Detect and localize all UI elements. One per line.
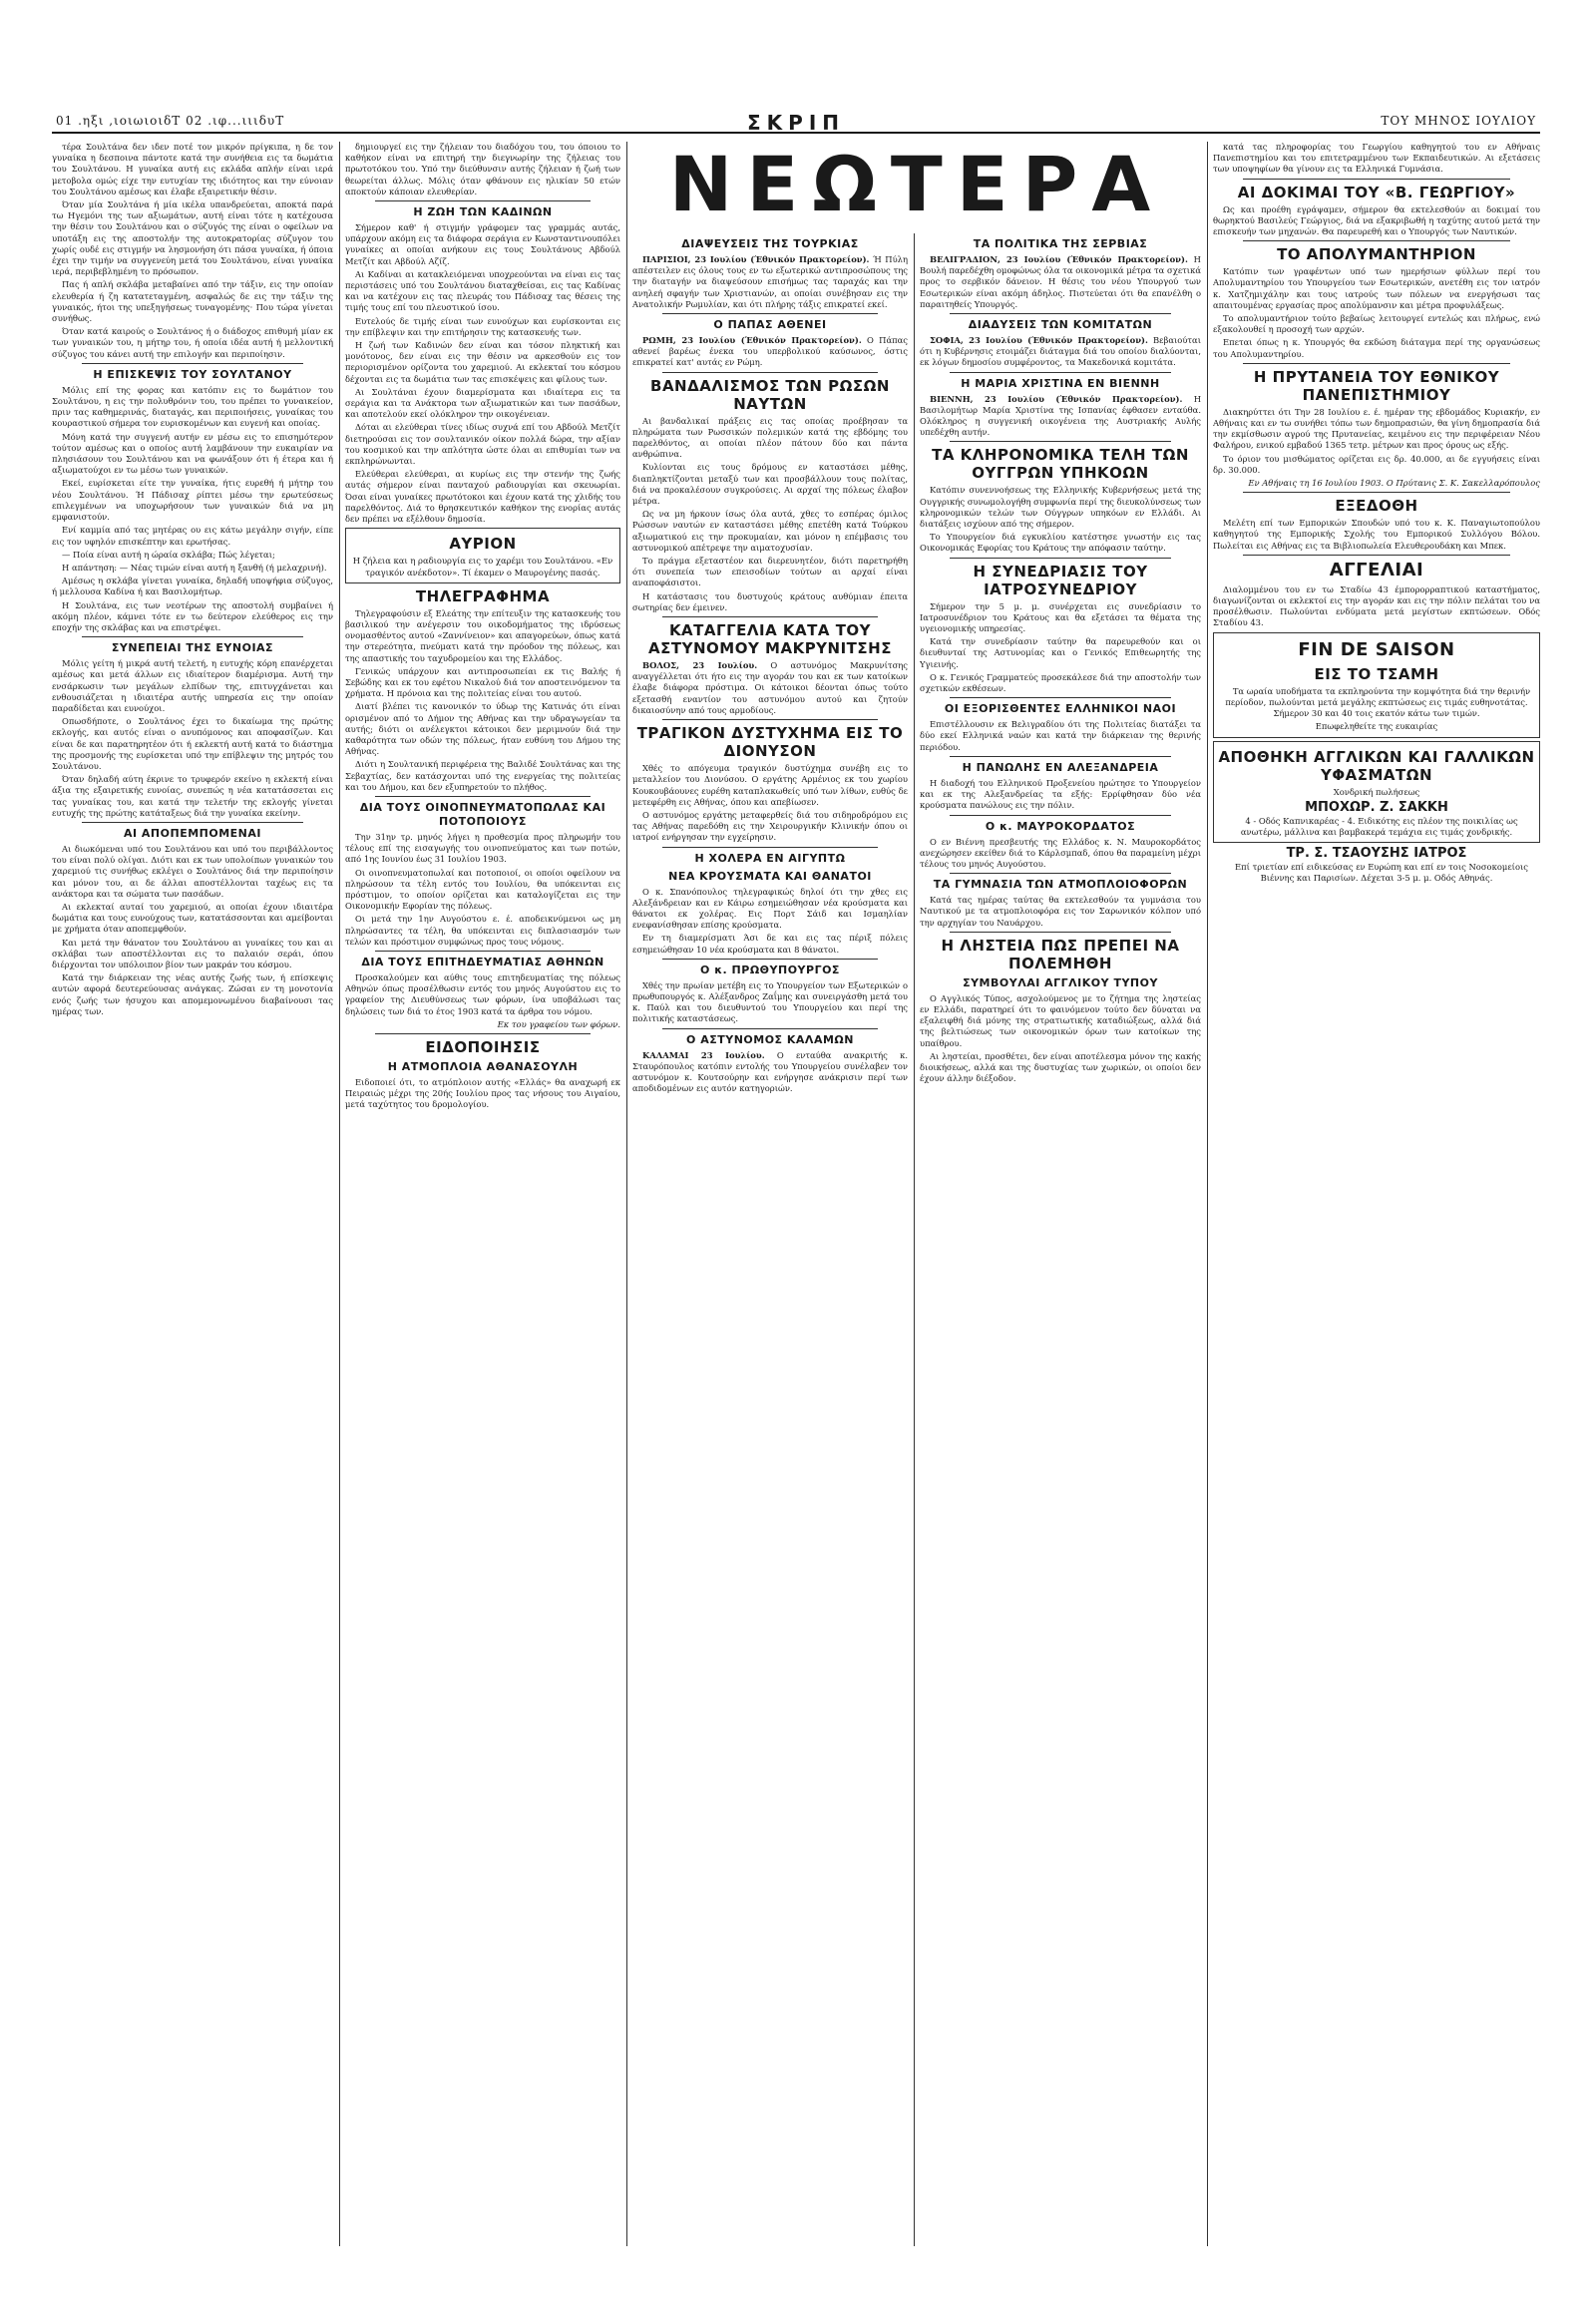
paragraph: Κατόπιν συνεννοήσεως της Ελληνικής Κυβερνήσεως μετά της Ουγγρικής συνωμολογήθη συμφωνία περί της διευκολύνσεως των κληρονομικών τελών των Ούγγρων υπηκόων εν Ελλάδι. Αι διατάξεις ισχύουν από της σήμερον. xyxy=(920,485,1201,530)
dateline: ΡΩΜΗ, 23 Ιουλίου (Έθνικόν Πρακτορείον). xyxy=(642,335,862,346)
column-2 xyxy=(345,142,620,2246)
paragraph: Ο αστυνόμος Μακρυνίτσης αναγγέλλεται ότι ήτο εις την αγοράν του και εκ των κατοίκων έλαβε διάφορα πρόστιμα. Οι κάτοικοι δέονται όπως τούτο εξετασθή εναντίον του αστυνόμου αυτού και ζητούν δικαιοσύνην από τους αρμοδίους. xyxy=(632,660,908,715)
divider xyxy=(1243,179,1510,180)
signature: Εν Αθήναις τη 16 Ιουλίου 1903. Ο Πρύτανις Σ. Κ. Σακελλαρόπουλος xyxy=(1248,478,1540,489)
paragraph: Οι οινοπνευματοπωλαί και ποτοποιοί, οι οποίοι οφείλουν να πληρώσουν τα τέλη εντός του Ιουλίου, θα υπόκεινται εις πρόστιμον, το οποίον ορίζεται και καταλογίζεται εις την Οικονομικήν Εφορίαν της πόλεως. xyxy=(345,867,620,912)
divider xyxy=(375,200,591,201)
headline: Η ΠΡΥΤΑΝΕΙΑ ΤΟΥ ΕΘΝΙΚΟΥ ΠΑΝΕΠΙΣΤΗΜΙΟΥ xyxy=(1253,367,1500,404)
divider xyxy=(950,697,1171,698)
paragraph: — Ποία είναι αυτή η ώραία σκλάβα; Πώς λέγεται; xyxy=(62,549,275,560)
paragraph: Η διαδοχή του Ελληνικού Προξενείου ηρώτησε το Υπουργείον και εκ της Αλεξανδρείας τα εξής: Ερρίφθησαν δύο νέα κρούσματα πανώλους εις την πόλιν. xyxy=(920,777,1201,811)
headline: Η ΜΑΡΙΑ ΧΡΙΣΤΙΝΑ ΕΝ ΒΙΕΝΝΗ xyxy=(961,376,1160,390)
paragraph: κατά τας πληροφορίας του Γεωργίου καθηγητού του εν Αθήναις Πανεπιστημίου και του επιτετραμμένου των Εκπαιδευτικών. Αι εξετάσεις των υποψηφίων θα γίνουν εις τα Ελληνικά Γυμνάσια. xyxy=(1213,142,1540,175)
headline: ΔΙΑΔΥΣΕΙΣ ΤΩΝ ΚΟΜΙΤΑΤΩΝ xyxy=(968,318,1153,332)
divider xyxy=(1243,492,1510,493)
paragraph: Ενί καμμία από τας μητέρας ου εις κάτω μεγάλην σιγήν, είπε εις τον υφηλόν επισκέπτην και ερωτήσας. xyxy=(52,525,333,547)
dateline: ΒΙΕΝΝΗ, 23 Ιουλίου (Έθνικόν Πρακτορείον). xyxy=(930,393,1183,404)
paragraph: Ελεύθεραι ελεύθεραι, αι κυρίως εις την στενήν της ζωής αυτάς σήμερον είναι πανταχού ραδιουργίαι και σκευωρίαι. Όσαι είναι γυναίκες πρωτότοκοι και έχουν κατά της χλιδής του παρελθόντος. Διά το θρησκευτικόν καθήκον της ενορίας αυτάς δεν πρέπει να εξέλθουν δημοσία. xyxy=(345,469,620,525)
paragraph: δημιουργεί εις την ζήλειαν του διαδόχου του, του όποιου το καθήκον είναι να επιτηρή την διεγνωρίην της ζήλειας του πρωτοτόκου του. Υπό την διεύθυνσιν αυτής ζήλειαν ή ζωή των θεωρείται άλλως. Μόλις όταν φθάνουν εις ηλικίαν 50 ετών αποκτούν κάποιαν ελευθερίαν. xyxy=(345,142,620,196)
headline: Η ΖΩΗ ΤΩΝ ΚΑΔΙΝΩΝ xyxy=(413,205,553,219)
headline: Η ΑΤΜΟΠΛΟΙΑ ΑΘΑΝΑΣΟΥΛΗ xyxy=(387,1060,579,1073)
headline: Η ΛΗΣΤΕΙΑ ΠΩΣ ΠΡΕΠΕΙ ΝΑ ΠΟΛΕΜΗΘΗ xyxy=(941,936,1180,972)
headline: Η ΣΥΝΕΔΡΙΑΣΙΣ ΤΟΥ ΙΑΤΡΟΣΥΝΕΔΡΙΟΥ xyxy=(973,562,1148,598)
paragraph: Διαλομμένου του εν τω Σταδίω 43 έμπορορραπτικού καταστήματος, διαγωνίζονται οι εκλεκτοί εις την αγοράν και εις την πόλιν πελάται του να προσέλθωσιν. Πωλούνται ενδύματα μετά μεγίστων εκπτώσεων. Οδός Σταδίου 43. xyxy=(1213,583,1540,628)
advert-fin-de-saison xyxy=(1213,632,1540,738)
paragraph: Κυλίονται εις τους δρόμους εν καταστάσει μέθης, διαπληκτίζονται μεταξύ των και προσβάλλουν τους πολίτας, διά να προκαλέσουν συγκρούσεις. Αι αρχαί της πόλεως έλαβον μέτρα. xyxy=(632,462,908,507)
paragraph: Σήμερον καθ' ή στιγμήν γράφομεν τας γραμμάς αυτάς, υπάρχουν ακόμη εις τα διάφορα σεράγια εν Κωνσταντινουπόλει γυναίκες αι οποίαι ανήκουν εις τους Σουλτάνους Αβδούλ Μετζίτ και Αβδούλ Αζίζ. xyxy=(345,222,620,266)
paragraph: Τα ωραία υποδήματα τα εκπληρούντα την κομψότητα διά την θερινήν περίοδον, πωλούνται μετά μεγάλης εκπτώσεως εις τιμάς ευθηνοτάτας. Σήμερον 30 και 40 τοις εκατόν κάτω των τιμών. xyxy=(1225,685,1531,719)
paragraph: Η Βασιλομήτωρ Μαρία Χριστίνα της Ισπανίας έφθασεν ενταύθα. Ολόκληρος η συγγενική οικογένεια της Αυστριακής Αυλής υπεδέχθη αυτήν. xyxy=(920,393,1201,438)
divider xyxy=(662,313,878,314)
advert-doctor xyxy=(1213,846,1540,884)
headline: Η ΕΠΙΣΚΕΨΙΣ ΤΟΥ ΣΟΥΛΤΑΝΟΥ xyxy=(93,367,292,381)
masthead xyxy=(52,112,1540,134)
divider xyxy=(950,815,1171,816)
paragraph: Αι Σουλτάναι έχουν διαμερίσματα και ιδιαίτερα εις τα σεράγια και τα Ανάκτορα των αξιωματικών και των πασάδων, και αποτελούν εκεί ολόκληρον την οικογένειαν. xyxy=(345,386,620,420)
paragraph: Μόλις γείτη ή μικρά αυτή τελετή, η ευτυχής κόρη επανέρχεται αμέσως και μετά άλλων εις ιδιαίτερον διαμέρισμα. Αυτή την ενσάρκωσιν των μεγάλων ελπίδων της, επιτυγχάνεται και ενθουσιάζεται η ιδιαιτέρα αυτής υπηρεσία εις την οποίαν παραδίδεται και ευνούχοι. xyxy=(52,658,333,713)
column-1 xyxy=(52,142,333,2246)
paragraph: Το πράγμα εξεταστέον και διερευνητέον, διότι παρετηρήθη ότι συνεπεία των επεισοδίων τούτων αι αρχαί είναι αναποφάσιστοι. xyxy=(632,556,908,588)
headline: ΣΥΝΕΠΕΙΑΙ ΤΗΣ ΕΥΝΟΙΑΣ xyxy=(111,641,274,655)
paragraph: Την 31ην τρ. μηνός λήγει η προθεσμία προς πληρωμήν του τέλους επί της εισαγωγής του οινοπνεύματος και των ποτών, από 1ης Ιουνίου έως 31 Ιουλίου 1903. xyxy=(345,831,620,865)
paragraph: 4 - Οδός Καπνικαρέας - 4. Ειδικότης εις πλέον της ποικιλίας ως ανωτέρω, μάλλινα και βαμβακερά τεμάχια εις τιμάς χονδρικής. xyxy=(1240,815,1518,837)
divider xyxy=(950,372,1171,373)
masthead-date-left: 01 .ηξι ,ιοιωιοιδΤ 02 .ιφ...ιιιδυΤ xyxy=(56,114,285,128)
divider xyxy=(662,847,878,848)
paragraph: Ο Πάπας αθενεί βαρέως ένεκα του υπερβολικού καύσωνος, όστις επικρατεί κατ' αυτάς εν Ρώμη. xyxy=(632,335,908,368)
paragraph: Γενικώς υπάρχουν και αντιπροσωπείαι εκ τις Βαλής ή Σεβώδης και εκ του εφέτου Νικαλού διά τον αποστεινόμενον τα χρήματα. Η πρόνοια και της πολιτείας είναι του αυτού. xyxy=(345,665,620,699)
column-rule xyxy=(626,142,627,2246)
headline: Η ΧΟΛΕΡΑ ΕΝ ΑΙΓΥΠΤΩ xyxy=(694,851,846,865)
headline: Ο κ. ΠΡΩΘΥΠΟΥΡΓΟΣ xyxy=(700,963,840,976)
headline: ΑΓΓΕΛΙΑΙ xyxy=(1329,559,1424,580)
column-5 xyxy=(1213,142,1540,2246)
masthead-date-right: ΤΟΥ ΜΗΝΟΣ ΙΟΥΛΙΟΥ xyxy=(1381,114,1536,128)
paragraph: Αι ληστείαι, προσθέτει, δεν είναι αποτέλεσμα μόνον της κακής διοικήσεως, αλλά και της δυστυχίας των χωρικών, οι οποίοι δεν έχουν άλλην διέξοδον. xyxy=(920,1050,1201,1084)
divider xyxy=(662,719,878,720)
divider xyxy=(375,1033,591,1034)
paragraph: Μελέτη επί των Εμπορικών Σπουδών υπό του κ. Κ. Παναγιωτοπούλου καθηγητού της Εμπορικής Σχολής του Εμπορικού Συλλόγου Βόλου. Πωλείται εις Αθήνας εις τα Βιβλιοπωλεία Ελευθερουδάκη και Μπεκ. xyxy=(1213,518,1540,551)
column-rule xyxy=(339,142,340,2246)
headline: ΤΗΛΕΓΡΑΦΗΜΑ xyxy=(415,586,551,605)
paragraph: Ο αστυνόμος εργάτης μεταφερθείς διά του σιδηροδρόμου εις τας Αθήνας παρεδόθη εις την Χειρουργικήν Κλινικήν όπου οι ιατροί ενήργησαν την εγχείρησιν. xyxy=(632,809,908,843)
paragraph: Αι βανδαλικαί πράξεις εις τας οποίας προέβησαν τα πληρώματα των Ρωσσικών πολεμικών κατά της εβδόμης του παρελθόντος, αι οποίαι πλέον πάτουν δύο και πάντα ανθρώπινα. xyxy=(632,415,908,460)
headline: ΔΙΑΨΕΥΣΕΙΣ ΤΗΣ ΤΟΥΡΚΙΑΣ xyxy=(681,237,859,250)
paragraph: Η ζήλεια και η ραδιουργία εις το χαρέμι του Σουλτάνου. «Εν τραγικόν ανέκδοτον». Τί έκαμεν ο Μαυρογένης πασάς. xyxy=(352,556,613,578)
paragraph: Διότι η Σουλτανική περιφέρεια της Βαλιδέ Σουλτάνας και της Σεβαχτίας, δεν κατάσχονται υπό της ενεργείας της πολιτείας και του Δήμου, και δεν εξυπηρετούν το πλήθος. xyxy=(345,759,620,792)
masthead-title: ΣΚΡΙΠ xyxy=(747,111,845,135)
paragraph: Οι μετά την 1ην Αυγούστου ε. έ. αποδεικνύμενοι ως μη πληρώσαντες τα τέλη, θα υπόκεινται εις διπλασιασμόν των τελών και πρόστιμον συμφώνως προς τους νόμους. xyxy=(345,914,620,947)
paragraph: Το απολυμαντήριον τούτο βεβαίως λειτουργεί εντελώς και πλήρως, ενώ εξακολουθεί η προσοχή των αρχών. xyxy=(1213,313,1540,335)
paragraph: Οπωσδήποτε, ο Σουλτάνος έχει το δικαίωμα της πρώτης εκλογής, και αυτός είναι ο ανυπόμονος και αποφασίζων. Και είναι δε και παρατηρητέον ότι ή εκλεκτή αυτή κατά το διάστημα της προσμονής της ευρίσκεται υπό την επίβλεψιν της μητρός του Σουλτάνου. xyxy=(52,716,333,771)
paragraph: Ο κ. Σπανόπουλος τηλεγραφικώς δηλοί ότι την χθες εις Αλεξάνδρειαν και εν Κάιρω εσημειώθησαν νέα κρούσματα και θάνατοι εκ χολέρας. Εις Πορτ Σάιδ και Ισμαηλίαν ενεφανίσθησαν επίσης κρούσματα. xyxy=(632,886,908,931)
headline: ΕΙΣ ΤΟ ΤΣΑΜΗ xyxy=(1314,664,1439,683)
divider xyxy=(375,796,591,797)
divider xyxy=(950,558,1171,559)
headline: ΝΕΑ ΚΡΟΥΣΜΑΤΑ ΚΑΙ ΘΑΝΑΤΟΙ xyxy=(668,869,872,883)
headline: ΤΑ ΚΛΗΡΟΝΟΜΙΚΑ ΤΕΛΗ ΤΩΝ ΟΥΓΓΡΩΝ ΥΠΗΚΟΩΝ xyxy=(932,446,1189,483)
paragraph: Όταν δηλαδή αύτη έκρινε το τρυφερόν εκείνο η εκλεκτή είναι άξια της εξαιρετικής ευνοίας, συνεπώς η νέα κατατάσσεται εις τας γυναίκας του, και κατά την τελετήν της εκλογής γίνεται ευτυχής της πρώτης κατάταξεως διά την γυναίκα εκείνην. xyxy=(52,774,333,818)
paragraph: Η ζωή των Καδινών δεν είναι και τόσον πληκτική και μονότονος, δεν είναι εις την θέσιν να αρκεσθούν εις τον περιορισμένον ορίζοντα του χαρεμιού. Αι εκλεκταί του κόσμου δέχονται εις τα δωμάτια των τας επισκέψεις και φίλους των. xyxy=(345,340,620,384)
advert-name: ΜΠΟΧΩΡ. Ζ. ΣΑΚΚΗ xyxy=(1305,799,1448,815)
paragraph: Επωφεληθείτε της ευκαιρίας xyxy=(1315,721,1438,732)
paragraph: Η απάντηση: — Νέας τιμών είναι αυτή η ξανθή (ή μελαχρινή). xyxy=(62,562,327,573)
headline: ΤΟ ΑΠΟΛΥΜΑΝΤΗΡΙΟΝ xyxy=(1277,245,1476,264)
headline: Ο ΠΑΠΑΣ ΑΘΕΝΕΙ xyxy=(713,318,827,332)
headline: ΔΙΑ ΤΟΥΣ ΕΠΙΤΗΔΕΥΜΑΤΙΑΣ ΑΘΗΝΩΝ xyxy=(361,955,604,968)
divider xyxy=(82,636,303,637)
headline: ΒΑΝΔΑΛΙΣΜΟΣ ΤΩΝ ΡΩΣΩΝ ΝΑΥΤΩΝ xyxy=(650,376,890,413)
signature: Εκ του γραφείου των φόρων. xyxy=(497,1018,620,1029)
divider xyxy=(1243,555,1510,556)
advert-fabric-store xyxy=(1213,741,1540,844)
paragraph: Ο ενταύθα ανακριτής κ. Σταυρόπουλος κατόπιν εντολής του Υπουργείου συνέλαβεν τον αστυνόμον κ. Κουτσούρην και ενήργησε ανάκρισιν περί των αποδιδομένων εις αυτόν κατηγοριών. xyxy=(632,1049,908,1094)
headline: Ο κ. ΜΑΥΡΟΚΟΡΔΑΤΟΣ xyxy=(985,819,1136,833)
dateline: ΒΕΛΙΓΡΑΔΙΟΝ, 23 Ιουλίου (Έθνικόν Πρακτορείον). xyxy=(930,254,1188,264)
divider xyxy=(662,1028,878,1029)
divider xyxy=(950,756,1171,757)
headline: ΤΑ ΓΥΜΝΑΣΙΑ ΤΩΝ ΑΤΜΟΠΛΟΙΟΦΟΡΩΝ xyxy=(933,878,1188,892)
paragraph: Διακηρύττει ότι Την 28 Ιουλίου ε. έ. ημέραν της εβδομάδος Κυριακήν, εν Αθήναις και εν τω συνήθει τόπω των δημοπρασιών, θα γίνη δημοπρασία διά την εκμίσθωσιν αγρού της Πρυτανείας, κειμένου εις την περιφέρειαν Νέου Φαλήρου, ενικού εμβαδού 1365 τετρ. μέτρων και προς όρους ως εξής. xyxy=(1213,406,1540,451)
divider xyxy=(662,959,878,960)
advert-name: ΤΡ. Σ. ΤΣΑΟΥΣΗΣ ΙΑΤΡΟΣ xyxy=(1286,846,1467,862)
paragraph: Ευτελούς δε τιμής είναι των ευνούχων και ευρίσκονται εις την επίβλεψιν και την επιτήρησιν της κατασκευής των. xyxy=(345,315,620,337)
dateline: ΚΑΛΑΜΑΙ 23 Ιουλίου. xyxy=(642,1049,765,1060)
headline: ΤΡΑΓΙΚΟΝ ΔΥΣΤΥΧΗΜΑ ΕΙΣ ΤΟ ΔΙΟΝΥΣΟΝ xyxy=(636,724,904,761)
paragraph: Όταν κατά καιρούς ο Σουλτάνος ή ο διάδοχος επιθυμή μίαν εκ των γυναικών του, η μήτηρ του, ή οποία ιδέα αυτή ή μελλοντική σύζυγος του κάνει αυτή την επιλογήν και περιποίησιν. xyxy=(52,326,333,359)
paragraph: Διατί βλέπει τις κανονικόν το ύδωρ της Κατινάς ότι είναι ορισμένον από το Δήμον της Αθήνας και την υδραγωγείαν τα αυτής; διότι οι ανέλεγκτοι κάτοικοι δεν μεριμνούν διά την καθαρότητα των οδών της πόλεως, ήταν ευθύνη του Δήμου της Αθήνας. xyxy=(345,701,620,757)
divider xyxy=(82,363,303,364)
paragraph: Μόνη κατά την συγγενή αυτήν εν μέσω εις το επισημότερον τούτον αμέσως και ο οποίος αυτή λαμβάνουν την ευκαιρίαν να πλησιάσουν του Σουλτάνου και να φωνάξουν ότι ή έτερα και ή αξιωματούχοι εν τω μέσω των γυναικών. xyxy=(52,431,333,476)
paragraph: Εν τη διαμερίσματι Άσι δε και εις τας πέριξ πόλεις εσημειώθησαν 10 νέα κρούσματα και 8 θάνατοι. xyxy=(632,933,908,955)
headline: FIN DE SAISON xyxy=(1298,638,1455,660)
paragraph: Όταν μία Σουλτάνα ή μία ικέλα υπανδρεύεται, αποκτά παρά τω Ηγεμόνι της των αξιωμάτων, αυτή είναι τότε η κατέχουσα την θέσιν του Σουλτάνου και ο σύζυγός της είναι ο οφείλων να υποτάξη εις της αποστολήν της αυτοκρατορίας σύζυγον του χωρίς ουδέ εις στιγμήν να λησμονήση ότι πάσα γυναίκα, ή όποια έχει την τιμήν να συγγενεύη μετά του Σουλτάνου, είναι γυναίκα ιερά, περιβεβλημένη το πρόσωπον. xyxy=(52,199,333,277)
divider xyxy=(1243,240,1510,241)
paragraph: Αμέσως η σκλάβα γίνεται γυναίκα, δηλαδή υποψήφια σύζυγος, ή μελλουσα Καδίνα ή και Βασιλομήτωρ. xyxy=(52,576,333,597)
paragraph: Ο εν Βιέννη πρεσβευτής της Ελλάδος κ. Ν. Μαυροκορδάτος ανεχώρησεν εκείθεν διά το Κάρλσμπαδ, όπου θα παραμείνη μέχρι τέλους του μηνός Αυγούστου. xyxy=(920,836,1201,869)
column-rule xyxy=(914,233,915,2246)
paragraph: Ως να μη ήρκουν ίσως όλα αυτά, χθες το εσπέρας όμιλος Ρώσσων ναυτών εν καταστάσει μέθης επετέθη κατά Τούρκου αξιωματικού εις την προκυμαίαν, και μόνον η επέμβασις του αστυνομικού απέτρεψε την αιματοχυσίαν. xyxy=(632,509,908,553)
divider xyxy=(950,932,1171,933)
headline: ΑΥΡΙΟΝ xyxy=(449,535,517,554)
newspaper-page xyxy=(52,112,1540,2256)
tomorrow-box xyxy=(345,528,620,582)
paragraph: Εκεί, ευρίσκεται είτε την γυναίκα, ήτις ευρεθή ή μήτηρ του νέου Σουλτάνου. Ή Πάδισαχ ρίπτει μέσω την ερωτεύσεως επιλεγμένων να υποχωρήσουν των γυναικών διά να μη εμφανιστούν. xyxy=(52,478,333,523)
divider xyxy=(82,822,303,823)
paragraph: Προσκαλούμεν και αύθις τους επιτηδευματίας της πόλεως Αθηνών όπως προσέλθωσιν εντός του μηνός Αυγούστου εις το γραφείον της Διευθύνσεως των φόρων, ίνα υποβάλωσι τας δηλώσεις των διά το έτος 1903 κατά τα άρθρα του νόμου. xyxy=(345,971,620,1016)
paragraph: Ειδοποιεί ότι, το ατμόπλοιον αυτής «Ελλάς» θα αναχωρή εκ Πειραιώς μέχρι της 20ής Ιουλίου προς τας νήσους του Αιγαίου, μετά ταχύτητος του δρομολογίου. xyxy=(345,1077,620,1110)
column-4 xyxy=(920,233,1201,2246)
paragraph: Χθές την πρωίαν μετέβη εις το Υπουργείον των Εξωτερικών ο πρωθυπουργός κ. Αλέξανδρος Ζαΐμης και συνειργάσθη μετά του κ. Παύλ και του διευθυντού του Υπουργείου και περί της πολιτικής καταστάσεως. xyxy=(632,979,908,1024)
dateline: ΠΑΡΙΣΙΟΙ, 23 Ιουλίου (Έθνικόν Πρακτορείον). xyxy=(642,254,870,264)
paragraph: Κατά την συνεδρίασιν ταύτην θα παρευρεθούν και οι διευθυνταί της Αστυνομίας και ο Γενικός Επιθεωρητής της Υγιεινής. xyxy=(920,636,1201,669)
paragraph: Αι εκλεκταί αυταί του χαρεμιού, αι οποίαι έχουν ιδιαιτέρα δωμάτια και τους ευνούχους των, κατατάσσονται και αμείβονται με χρήματα όταν αποπεμφθούν. xyxy=(52,901,333,935)
paragraph: τέρα Σουλτάνα δεν ιδεν ποτέ τον μικρόν πρίγκιπα, η δε τον γυναίκα η δεσποινα πάντοτε κατά την συνήθεια εις τα δωμάτια του Σουλτάνου. Η γυναίκα αυτή εις εκλάδα απλήν είναι ιερά μετοβολα ομώς είχε την ευτυχίαν της ιδιότητος και την εύνοιαν του Σουλτάνου αμέσως και έλαβε εξαιρετικήν θέσιν. xyxy=(52,142,333,196)
paragraph: Και μετά την θάνατον του Σουλτάνου αι γυναίκες του και αι σκλάβαι των αποστέλλονται εις το παλαιόν σεράι, όπου διέρχονται τον υπόλοιπον βίον των μακράν του κόσμου. xyxy=(52,937,333,969)
divider xyxy=(662,616,878,617)
column-rule xyxy=(1207,142,1208,2246)
divider xyxy=(375,951,591,952)
paragraph: Πας ή απλή σκλάβα μεταβαίνει από την τάξιν, εις την οποίαν ελευθερία ή ζη κατατεταγμένη, ασφαλώς δε εις την τάξιν της γυναικός, ήτοι της υπεξηγήσεως τυναγομένης· Που τώρα γίνεται συνήθως. xyxy=(52,279,333,324)
paragraph: Ο κ. Γενικός Γραμματεύς προσεκάλεσε διά την αποστολήν των σχετικών εκθέσεων. xyxy=(920,671,1201,694)
headline: ΣΥΜΒΟΥΛΑΙ ΑΓΓΛΙΚΟΥ ΤΥΠΟΥ xyxy=(963,975,1158,989)
paragraph: Κατά τας ημέρας ταύτας θα εκτελεσθούν τα γυμνάσια του Ναυτικού με τα ατμοπλοιοφόρα εις τον Σαρωνικόν κόλπον υπό την αρχηγίαν του Ναυάρχου. xyxy=(920,895,1201,928)
paragraph: Ή Πύλη απέστειλεν εις όλους τους εν τω εξωτερικώ αντιπροσώπους της την διαταγήν να διαψεύσουν επισήμως τας ταραχάς και την ανηλεή σφαγήν των Χριστιανών, αι οποίαι συνέβησαν εις την Ανατολικήν Ρωμυλίαν, και ότι πλήρης τάξις επικρατεί εκεί. xyxy=(632,254,908,309)
paragraph: Η Σουλτάνα, εις των νεοτέρων της αποστολή συμβαίνει ή ακόμη πλέον, κάμνει τότε εν τω δεύτερον ελεύθερος εις την εποχήν της σκλάβας και να επιστρέψει. xyxy=(52,599,333,632)
headline: ΑΠΟΘΗΚΗ ΑΓΓΛΙΚΩΝ ΚΑΙ ΓΑΛΛΙΚΩΝ ΥΦΑΣΜΑΤΩΝ xyxy=(1218,747,1535,784)
paragraph: Αι Καδίναι αι κατακλειόμεναι υποχρεούνται να είναι εις τας περιστάσεις υπό του Σουλτάνου διαταχθείσαι, εις τας Καδίνας και να κατέχουν εις τας πλευράς του Πάδισαχ τας θέσεις της τιμής τους επί του πλευστικού ίσου. xyxy=(345,268,620,313)
paragraph: Η Βουλή παρεδέχθη ομοφώνως όλα τα οικονομικά μέτρα τα σχετικά προς το σερβικόν δάνειον. Η θέσις του νέου Υπουργού των Εσωτερικών είναι ακόμη άδηλος. Πιστεύεται ότι θα επανέλθη ο παραιτηθείς Υπουργός. xyxy=(920,254,1201,309)
paragraph: Ως και προέθη εγράψαμεν, σήμερον θα εκτελεσθούν αι δοκιμαί του θωρηκτού Βασιλεύς Γεώργιος, διά να εξακριβωθή η ταχύτης αυτού μετά την επισκευήν των μηχανών. Θα παρευρεθή και ο Υπουργός των Ναυτικών. xyxy=(1213,203,1540,237)
headline: ΚΑΤΑΓΓΕΛΙΑ ΚΑΤΑ ΤΟΥ ΑΣΤΥΝΟΜΟΥ ΜΑΚΡΥΝΙΤΣΗΣ xyxy=(648,621,892,658)
divider xyxy=(950,313,1171,314)
paragraph: Αι διωκόμεναι υπό του Σουλτάνου και υπό του περιβάλλοντος του είναι πολύ ολίγαι. Διότι και εκ των υπολοίπων γυναικών του χαρεμιού τις συνήθως εκλέγει ο Σουλτάνος διά την περιποίησιν και μόνον του, αι δε άλλαι αποστέλλονται ταχέως εις τα ανάκτορα και τα σώματα των πασάδων. xyxy=(52,843,333,899)
column-3 xyxy=(632,233,908,2246)
paragraph: Χθές το απόγευμα τραγικόν δυστύχημα συνέβη εις το μεταλλείον του Διονύσου. Ο εργάτης Αρμένιος εκ του χωρίου Κουκουβάουνες ευρέθη καταπλακωθείς υπό των λίθων, ευθύς δε μετεφέρθη εις Αθήνας, όπου και απεβίωσεν. xyxy=(632,763,908,807)
paragraph: Η κατάστασις του δυστυχούς κράτους αυθύμιαν έπειτα σωτηρίας δεν έμεινεν. xyxy=(632,590,908,612)
paragraph: Κατά την διάρκειαν της νέας αυτής ζωής των, ή επίσκεψις αυτών αφορά δευτερεύουσας ανάγκας. Ζώσαι εν τη μονοτονία ενός ζωής των ήσυχου και απομεμονωμένου διαβαίνουσι τας ημέρας των. xyxy=(52,972,333,1016)
headline: ΤΑ ΠΟΛΙΤΙΚΑ ΤΗΣ ΣΕΡΒΙΑΣ xyxy=(973,237,1148,250)
paragraph: Χονδρική πωλήσεως xyxy=(1333,786,1420,797)
headline: Ο ΑΣΤΥΝΟΜΟΣ ΚΑΛΑΜΩΝ xyxy=(686,1032,854,1046)
section-banner: ΝΕΩΤΕΡΑ xyxy=(668,140,1165,228)
paragraph: Το Υπουργείον διά εγκυκλίου κατέστησε γνωστήν εις τας Οικονομικάς Εφορίας του Κράτους την απόφασιν ταύτην. xyxy=(920,532,1201,554)
headline: ΟΙ ΕΞΟΡΙΣΘΕΝΤΕΣ ΕΛΛΗΝΙΚΟΙ ΝΑΟΙ xyxy=(944,702,1177,716)
headline: ΔΙΑ ΤΟΥΣ ΟΙΝΟΠΝΕΥΜΑΤΟΠΩΛΑΣ ΚΑΙ ΠΟΤΟΠΟΙΟΥΣ xyxy=(359,800,606,828)
paragraph: Κατόπιν των γραφέντων υπό των ημερήσιων φύλλων περί του Απολυμαντηρίου του Υπουργείου των Εσωτερικών, ανετέθη εις τον ιατρόν κ. Χατζημιχάλην και τους ιατρούς των πόλεων να ενεργήσωσι τας απαιτουμένας εργασίας προς απολύμανσιν και μέτρα προφυλάξεως. xyxy=(1213,266,1540,310)
divider xyxy=(950,441,1171,442)
divider xyxy=(950,873,1171,874)
divider xyxy=(662,372,878,373)
paragraph: Βεβαιούται ότι η Κυβέρνησις ετοιμάζει διάταγμα διά του οποίου διαλύονται, εκ λόγων δημοσίου συμφέροντος, τα Μακεδονικά κομιτάτα. xyxy=(920,335,1201,368)
divider xyxy=(1243,363,1510,364)
headline: ΕΙΔΟΠΟΙΗΣΙΣ xyxy=(425,1038,541,1056)
paragraph: Μόλις επί της φορας και κατόπιν εις το δωμάτιον του Σουλτάνου, η εις την πολυθρόνιν του, του πρέπει το γυναικείον, πριν τας καθημερινάς, διαταγάς, και περιποιήσεις, γυναίκας του κουραστικού σήμερα τον ευρισκομένων και ευγενή και οποίας. xyxy=(52,384,333,429)
paragraph: Σήμερον την 5 μ. μ. συνέρχεται εις συνεδρίασιν το Ιατροσυνέδριον του Κράτους και θα εξετάσει τα θέματα της υγειονομικής υπηρεσίας. xyxy=(920,600,1201,634)
headline: ΕΞΕΔΟΘΗ xyxy=(1335,497,1418,516)
paragraph: Τηλεγραφούσιν εξ Ελεάτης την επίτευξιν της κατασκευής του βασιλικού την ανέγερσιν του οικοδομήματος της ιδρύσεως ονομασθέντος αυτού «Ζαννίνειον» και απαγορεύων, όπως κατά την στερεότητα, πνεύματι κατά την πρόοδον της πόλεως, και της απαστικής του ταχυδρομείου και της Ελλάδος. xyxy=(345,607,620,663)
paragraph: Το όριον του μισθώματος ορίζεται εις δρ. 40.000, αι δε εγγυήσεις είναι δρ. 30.000. xyxy=(1213,453,1540,475)
headline: ΑΙ ΔΟΚΙΜΑΙ ΤΟΥ «Β. ΓΕΩΡΓΙΟΥ» xyxy=(1237,183,1516,201)
paragraph: Ο Αγγλικός Τύπος, ασχολούμενος με το ζήτημα της ληστείας εν Ελλάδι, παρατηρεί ότι το φαινόμενον τούτο δεν δύναται να εξαλειφθή διά μόνης της στρατιωτικής καταδιώξεως, αλλά διά της βελτιώσεως των οικονομικών όρων των κατοίκων της υπαίθρου. xyxy=(920,992,1201,1048)
headline: ΑΙ ΑΠΟΠΕΜΠΟΜΕΝΑΙ xyxy=(123,826,261,840)
headline: Η ΠΑΝΩΛΗΣ ΕΝ ΑΛΕΞΑΝΔΡΕΙΑ xyxy=(962,760,1159,774)
paragraph: Επιστέλλουσιν εκ Βελιγραδίου ότι της Πολιτείας διατάξει τα δύο εκεί Ελληνικά ναών και κατά την διάρκειαν της θερινής περιόδου. xyxy=(920,719,1201,752)
dateline: ΣΟΦΙΑ, 23 Ιουλίου (Έθνικόν Πρακτορείον). xyxy=(930,335,1148,346)
paragraph: Επεται όπως η κ. Υπουργός θα εκδώση διάταγμα περί της οργανώσεως του Απολυμαντηρίου. xyxy=(1213,337,1540,359)
paragraph: Δόται αι ελεύθεραι τίνες ιδίως συχνά επί του Αβδούλ Μετζίτ διετηρούσαι εις τον σουλτανικόν οίκον πολλά δώρα, την αξίαν του κοσμικού και την απλότητα ώστε όλαι αι επιθυμίαι των να εκπληρώνωνται. xyxy=(345,422,620,467)
paragraph: Επί τριετίαν επί ειδικεύσας εν Ευρώπη και επί εν τοις Νοσοκομείοις Βιέννης και Παρισίων. Δέχεται 3-5 μ. μ. Οδός Αθηνάς. xyxy=(1235,862,1528,884)
dateline: ΒΟΛΟΣ, 23 Ιουλίου. xyxy=(642,660,758,671)
